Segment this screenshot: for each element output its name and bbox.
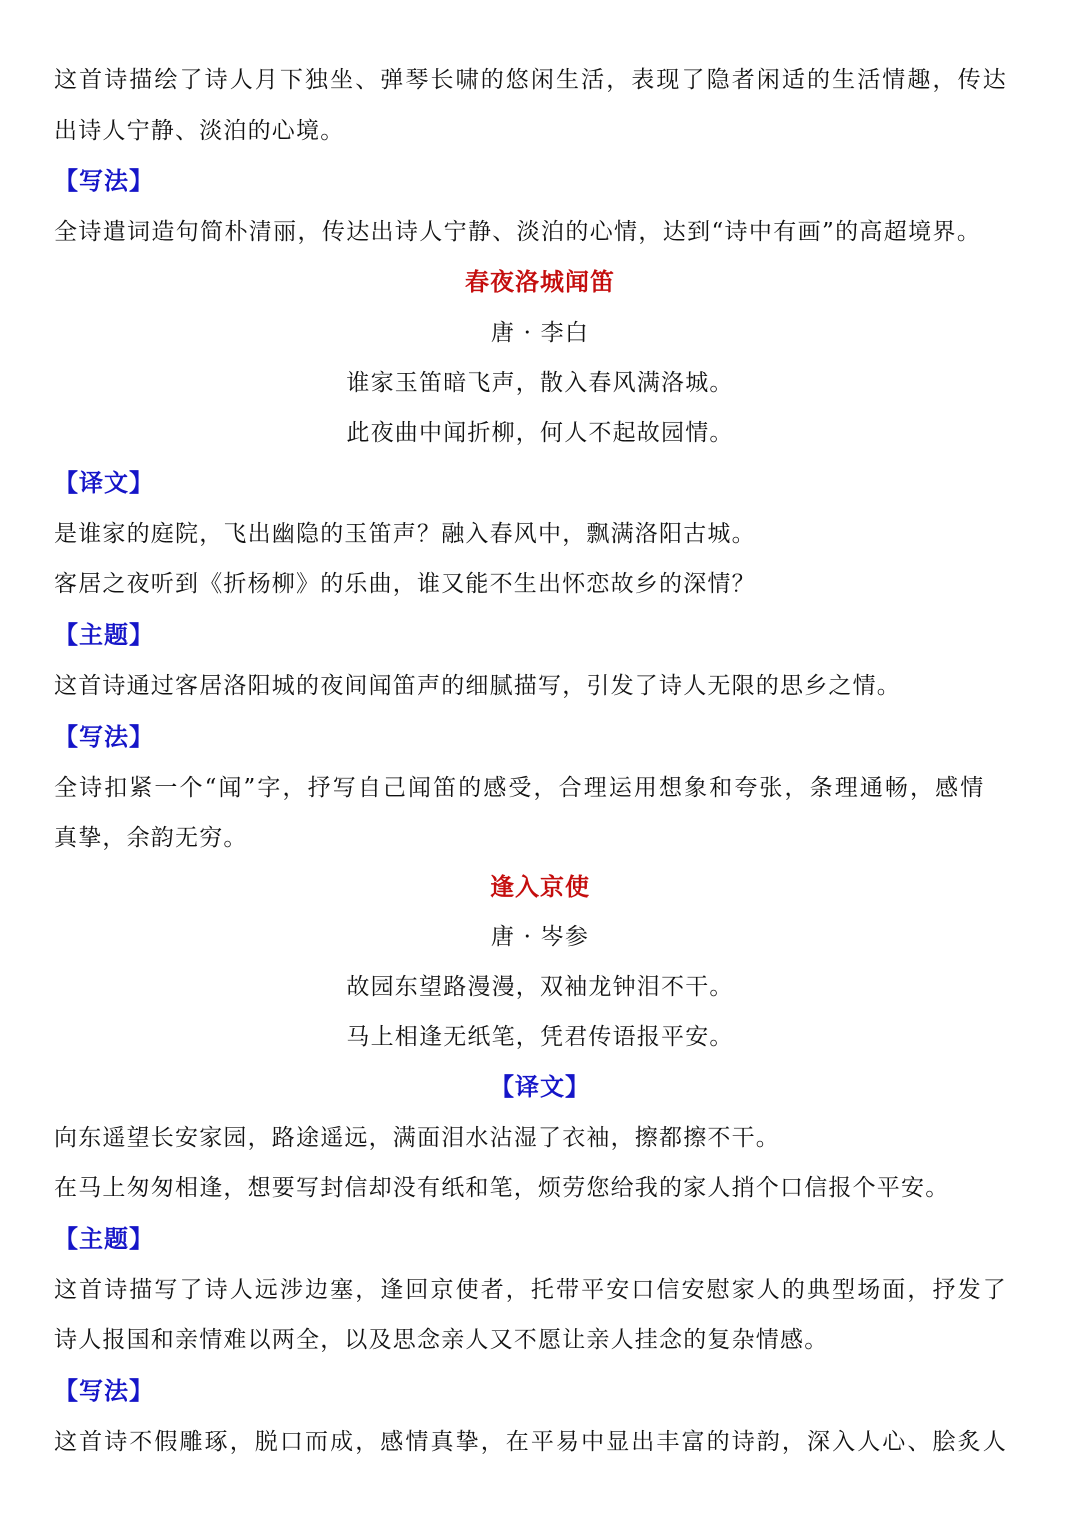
poem-title: 春夜洛城闻笛 [465, 267, 615, 296]
method-paragraph-line-1: 这首诗不假雕琢，脱口而成，感情真挚，在平易中显出丰富的诗韵，深入人心、脍炙人 [54, 1429, 1008, 1455]
translation-line-2: 在马上匆匆相逢，想要写封信却没有纸和笔，烦劳您给我的家人捎个口信报个平安。 [54, 1175, 950, 1201]
poem-author: 唐 · 岑参 [490, 924, 590, 950]
translation-heading: 【译文】 [490, 1072, 590, 1101]
theme-heading: 【主题】 [54, 620, 154, 649]
translation-heading: 【译文】 [54, 468, 154, 497]
translation-line-1: 是谁家的庭院，飞出幽隐的玉笛声？融入春风中，飘满洛阳古城。 [54, 521, 756, 547]
theme-heading: 【主题】 [54, 1224, 154, 1253]
method-heading: 【写法】 [54, 1376, 154, 1405]
method-paragraph: 全诗遣词造句简朴清丽，传达出诗人宁静、淡泊的心情，达到“诗中有画”的高超境界。 [54, 219, 982, 245]
poem-verse-2: 此夜曲中闻折柳，何人不起故园情。 [346, 420, 734, 446]
poem-verse-1: 谁家玉笛暗飞声，散入春风满洛城。 [346, 370, 734, 396]
theme-paragraph: 这首诗通过客居洛阳城的夜间闻笛声的细腻描写，引发了诗人无限的思乡之情。 [54, 673, 901, 699]
poem-author: 唐 · 李白 [490, 320, 590, 346]
poem-verse-2: 马上相逢无纸笔，凭君传语报平安。 [346, 1024, 734, 1050]
poem-title: 逢入京使 [490, 872, 590, 901]
method-paragraph-line-1: 全诗扣紧一个“闻”字，抒写自己闻笛的感受，合理运用想象和夸张，条理通畅，感情 [54, 775, 986, 801]
translation-line-2: 客居之夜听到《折杨柳》的乐曲，谁又能不生出怀恋故乡的深情？ [54, 571, 756, 597]
theme-paragraph-line-1: 这首诗描写了诗人远涉边塞，逢回京使者，托带平安口信安慰家人的典型场面，抒发了 [54, 1277, 1008, 1303]
intro-paragraph-line-1: 这首诗描绘了诗人月下独坐、弹琴长啸的悠闲生活，表现了隐者闲适的生活情趣，传达 [54, 67, 1008, 93]
intro-paragraph-line-2: 出诗人宁静、淡泊的心境。 [54, 118, 345, 144]
translation-line-1: 向东遥望长安家园，路途遥远，满面泪水沾湿了衣袖，擦都擦不干。 [54, 1125, 780, 1151]
poem-verse-1: 故园东望路漫漫，双袖龙钟泪不干。 [346, 974, 734, 1000]
theme-paragraph-line-2: 诗人报国和亲情难以两全，以及思念亲人又不愿让亲人挂念的复杂情感。 [54, 1327, 829, 1353]
method-heading: 【写法】 [54, 166, 154, 195]
method-paragraph-line-2: 真挚，余韵无穷。 [54, 825, 248, 851]
method-heading: 【写法】 [54, 722, 154, 751]
